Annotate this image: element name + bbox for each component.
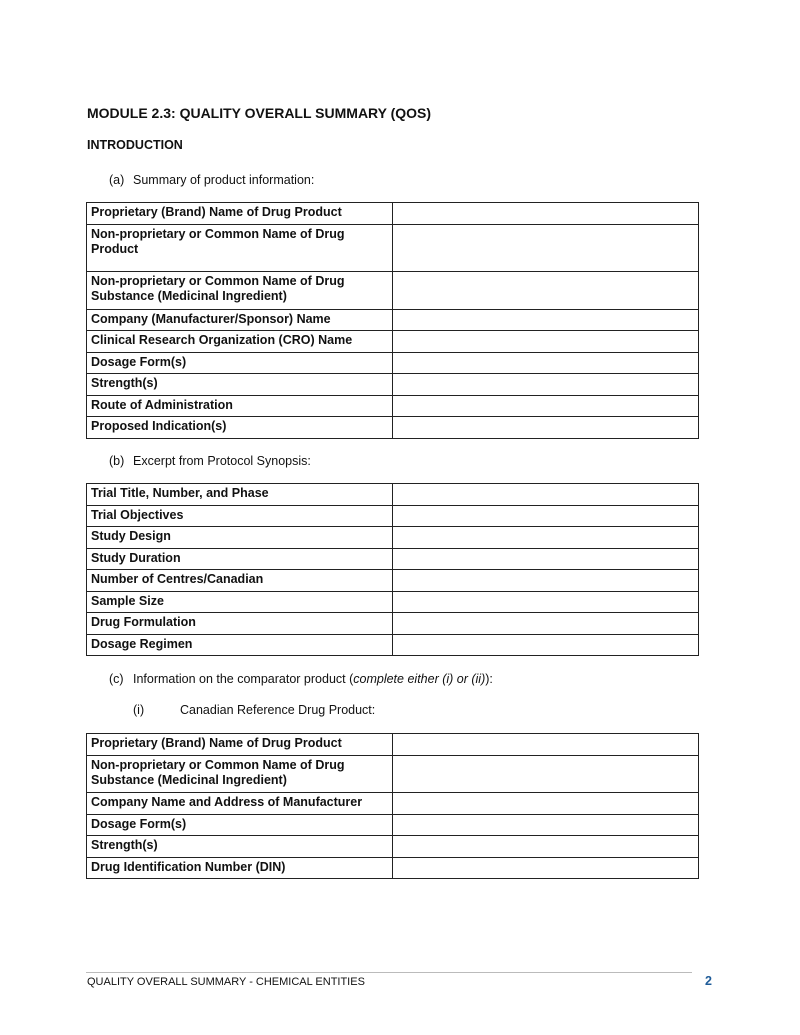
- table-row-label: Proposed Indication(s): [87, 417, 393, 439]
- table-row-value-field[interactable]: [393, 484, 699, 506]
- part-c-caption-italic: complete either (i) or (ii): [353, 672, 486, 686]
- table-row-value-field[interactable]: [393, 836, 699, 858]
- table-row-value-field[interactable]: [393, 353, 699, 374]
- table-row-value-field[interactable]: [393, 756, 699, 793]
- table-row-value-field[interactable]: [393, 592, 699, 613]
- footer-text: QUALITY OVERALL SUMMARY - CHEMICAL ENTITIES: [87, 976, 365, 988]
- part-a-letter: (a): [109, 173, 125, 187]
- part-c-sub-number: (i): [133, 703, 145, 717]
- table-row-value-field[interactable]: [393, 331, 699, 353]
- part-c-sub-caption: Canadian Reference Drug Product:: [180, 703, 376, 717]
- protocol-synopsis-table: [86, 483, 699, 656]
- part-c-letter: (c): [109, 672, 124, 686]
- part-b-caption-text: Excerpt from Protocol Synopsis:: [133, 454, 311, 468]
- table-row-label: Strength(s): [87, 374, 393, 396]
- section-heading: INTRODUCTION: [87, 138, 183, 152]
- table-row-label: Number of Centres/Canadian: [87, 570, 393, 592]
- table-row-value-field[interactable]: [393, 396, 699, 417]
- part-b-caption: [109, 454, 311, 468]
- table-row-label: Drug Identification Number (DIN): [87, 858, 393, 879]
- table-row-value-field[interactable]: [393, 570, 699, 592]
- table-row-label: Non-proprietary or Common Name of Drug Substance (Medicinal Ingredient): [87, 272, 393, 310]
- part-a-caption-text: Summary of product information:: [133, 173, 315, 187]
- table-row-value-field[interactable]: [393, 613, 699, 635]
- table-row-label: Dosage Form(s): [87, 353, 393, 374]
- table-row-label: Proprietary (Brand) Name of Drug Product: [87, 203, 393, 225]
- part-c-caption-prefix: Information on the comparator product (: [133, 672, 354, 686]
- table-row-label: Study Design: [87, 527, 393, 549]
- table-row-value-field[interactable]: [393, 815, 699, 836]
- part-b-letter: (b): [109, 454, 125, 468]
- table-row-value-field[interactable]: [393, 506, 699, 527]
- table-row-label: Non-proprietary or Common Name of Drug Product: [87, 225, 393, 272]
- table-row-value-field[interactable]: [393, 734, 699, 756]
- footer-divider: [86, 972, 692, 973]
- table-row-label: Company Name and Address of Manufacturer: [87, 793, 393, 815]
- table-row-label: Clinical Research Organization (CRO) Name: [87, 331, 393, 353]
- table-row-value-field[interactable]: [393, 635, 699, 656]
- document-title: MODULE 2.3: QUALITY OVERALL SUMMARY (QOS): [87, 105, 432, 121]
- table-row-value-field[interactable]: [393, 417, 699, 439]
- table-row-label: Sample Size: [87, 592, 393, 613]
- table-row-value-field[interactable]: [393, 225, 699, 272]
- table-row-label: Study Duration: [87, 549, 393, 570]
- table-row-label: Dosage Regimen: [87, 635, 393, 656]
- table-row-label: Dosage Form(s): [87, 815, 393, 836]
- table-row-label: Non-proprietary or Common Name of Drug Substance (Medicinal Ingredient): [87, 756, 393, 793]
- table-row-label: Route of Administration: [87, 396, 393, 417]
- table-row-value-field[interactable]: [393, 374, 699, 396]
- part-c-caption: [109, 672, 493, 686]
- table-row-value-field[interactable]: [393, 272, 699, 310]
- table-row-label: Drug Formulation: [87, 613, 393, 635]
- table-row-value-field[interactable]: [393, 793, 699, 815]
- table-row-label: Trial Title, Number, and Phase: [87, 484, 393, 506]
- table-row-value-field[interactable]: [393, 203, 699, 225]
- table-row-value-field[interactable]: [393, 549, 699, 570]
- part-c-subsection: [0, 703, 800, 719]
- table-row-label: Strength(s): [87, 836, 393, 858]
- page-number: 2: [705, 974, 712, 988]
- table-row-label: Proprietary (Brand) Name of Drug Product: [87, 734, 393, 756]
- table-row-label: Company (Manufacturer/Sponsor) Name: [87, 310, 393, 331]
- part-a-caption: [109, 173, 314, 187]
- part-c-caption-suffix: ):: [485, 672, 493, 686]
- reference-drug-table: [86, 733, 699, 879]
- table-row-value-field[interactable]: [393, 858, 699, 879]
- table-row-value-field[interactable]: [393, 527, 699, 549]
- product-info-table: [86, 202, 699, 439]
- table-row-value-field[interactable]: [393, 310, 699, 331]
- table-row-label: Trial Objectives: [87, 506, 393, 527]
